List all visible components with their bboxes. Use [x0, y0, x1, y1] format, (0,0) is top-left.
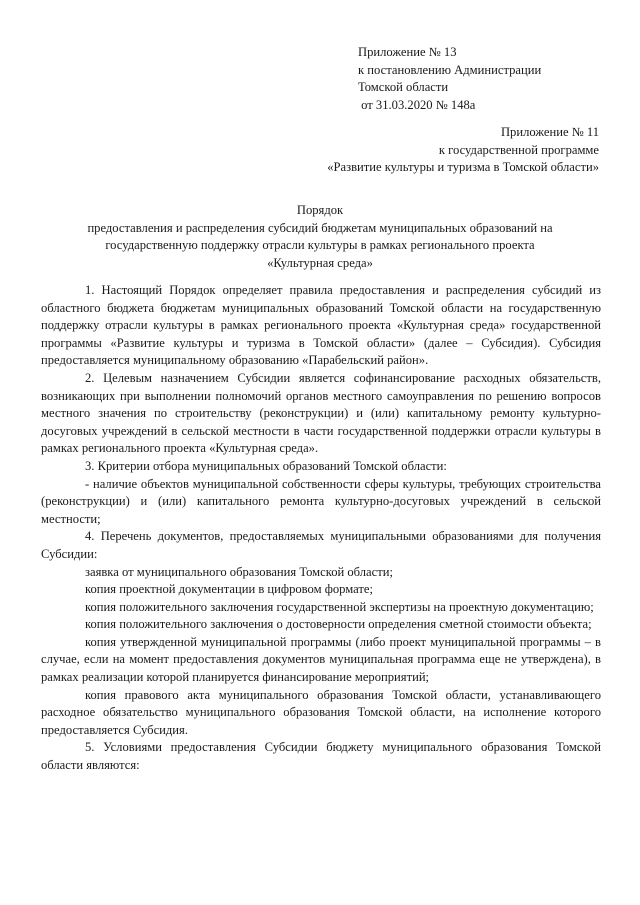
paragraph-4: 4. Перечень документов, предоставляемых муниципальными образованиями для получения Субсидии:: [41, 529, 601, 561]
title-line-3: «Культурная среда»: [267, 255, 373, 270]
title-line-1: предоставления и распределения субсидий бюджетам муниципальных образований на: [87, 220, 553, 235]
document-title: [40, 202, 600, 272]
paragraph-4-item-program: копия утвержденной муниципальной программы (либо проект муниципальной программы – в случае, если на момент предоставления документов муниципальная программа еще не утверждена), в рамках реализации которой планируется финансирование мероприятий;: [41, 634, 601, 685]
appendix-11-title: Приложение № 11: [500, 125, 599, 139]
paragraph-4-item-expertise: копия положительного заключения государственной экспертизы на проектную документацию;: [85, 599, 594, 614]
paragraph-4-item-application: заявка от муниципального образования Томской области;: [85, 564, 393, 579]
appendix-11-program-ref: к государственной программе: [438, 142, 599, 157]
appendix-13-region: Томской области: [358, 80, 449, 95]
appendix-11-header: [327, 124, 599, 177]
appendix-13-title: Приложение № 13: [358, 45, 457, 59]
document-body: [41, 282, 601, 775]
paragraph-4-item-legal-act: копия правового акта муниципального образования Томской области, устанавливающего расходное обязательство муниципального образования Томской области, на исполнение которого предоставляется Субсидия.: [41, 687, 601, 737]
title-heading: Порядок: [296, 203, 344, 217]
appendix-13-date: от 31.03.2020 № 148а: [358, 97, 476, 112]
paragraph-3-criterion: - наличие объектов муниципальной собственности сферы культуры, требующих строительства (реконструкции) и (или) капитального ремонта культурно-досуговых учреждений в сельской местности;: [41, 476, 601, 526]
appendix-11-program-name: «Развитие культуры и туризма в Томской области»: [327, 160, 599, 175]
appendix-13-decree-ref: к постановлению Администрации: [358, 62, 542, 77]
paragraph-3: 3. Критерии отбора муниципальных образований Томской области:: [85, 458, 447, 473]
appendix-13-header: [358, 44, 618, 114]
paragraph-1: 1. Настоящий Порядок определяет правила предоставления и распределения субсидий из областного бюджета бюджетам муниципальных образований Томской области на государственную поддержку отрасли культуры в рамках регионального проекта «Культурная среда» государственной программы «Развитие культуры и туризма в Томской области» (далее – Субсидия). Субсидия предоставляется муниципальному образованию «Парабельский район».: [41, 283, 601, 368]
paragraph-4-item-project-docs: копия проектной документации в цифровом формате;: [85, 582, 374, 597]
paragraph-2: 2. Целевым назначением Субсидии является софинансирование расходных обязательств, возникающих при выполнении полномочий органов местного самоуправления по решению вопросов местного значения по строительству (реконструкции) и (или) капитальному ремонту культурно-досуговых учреждений в сельской местности в части государственной поддержки отрасли культуры в рамках регионального проекта «Культурная среда».: [41, 370, 601, 456]
paragraph-4-item-estimate: копия положительного заключения о достоверности определения сметной стоимости объекта;: [85, 617, 592, 632]
paragraph-5: 5. Условиями предоставления Субсидии бюджету муниципального образования Томской области являются:: [41, 740, 601, 773]
title-line-2: государственную поддержку отрасли культуры в рамках регионального проекта: [105, 238, 535, 253]
